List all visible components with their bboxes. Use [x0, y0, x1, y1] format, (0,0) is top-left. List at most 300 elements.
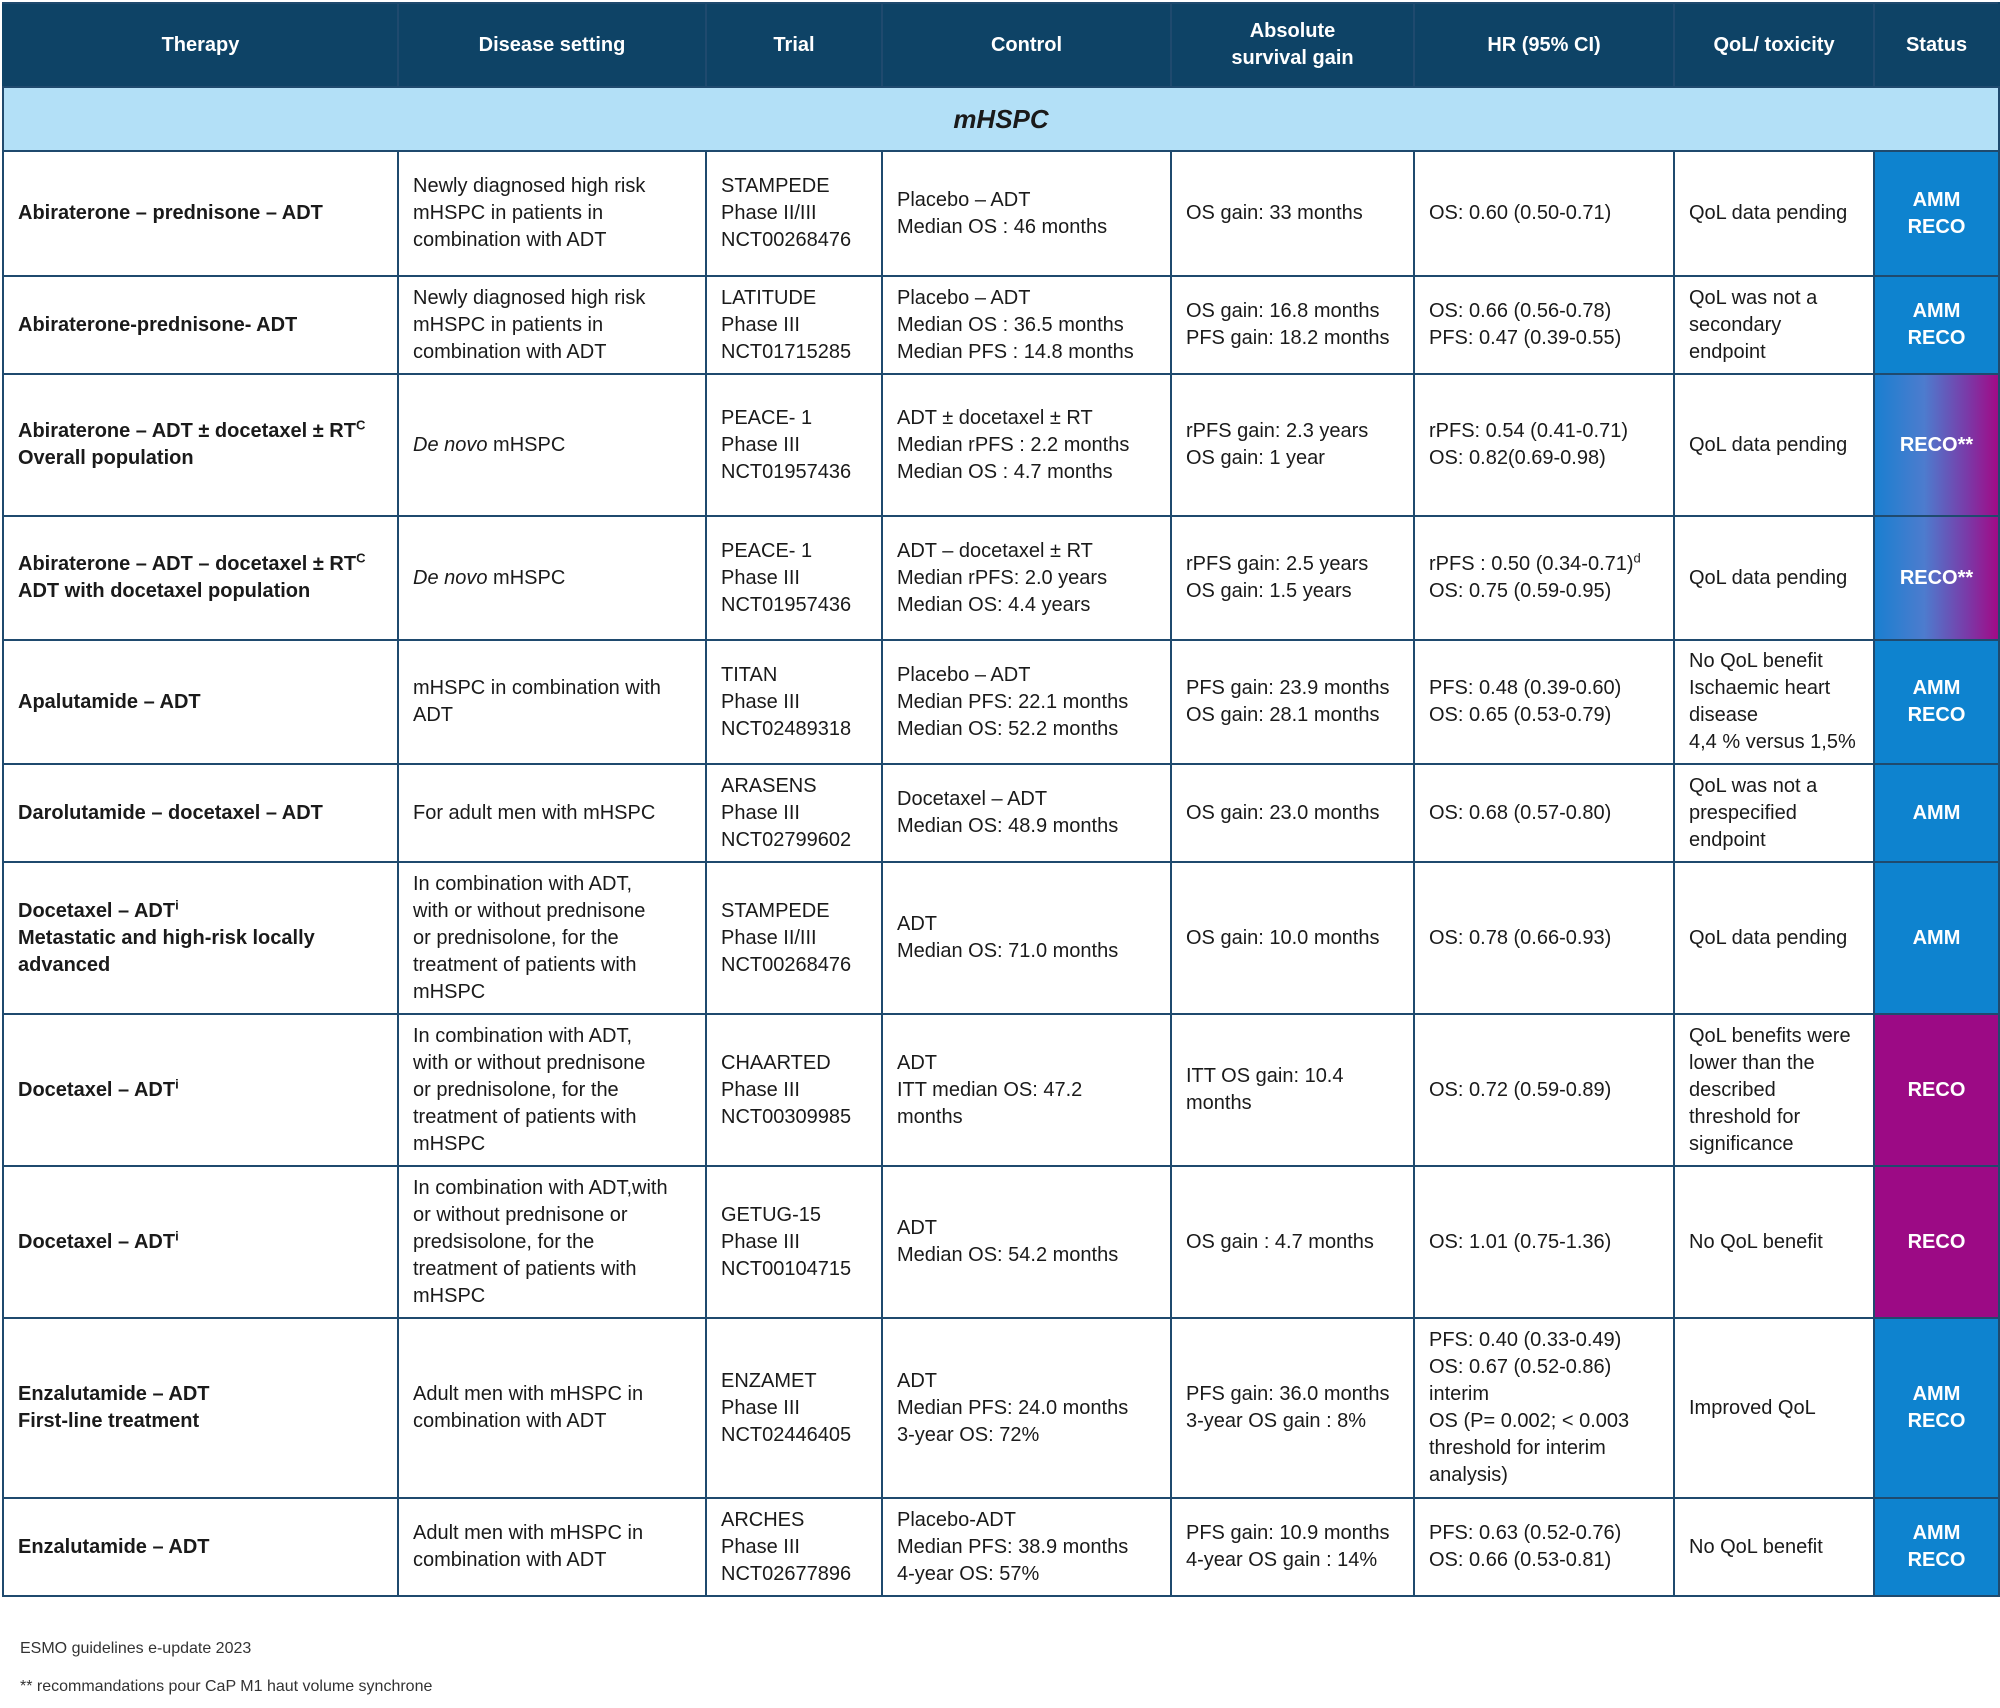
- disease-setting-cell: [398, 1014, 706, 1166]
- gain-line: [1186, 418, 1399, 445]
- table-row: [3, 374, 1999, 516]
- gain-line: [1186, 1063, 1399, 1090]
- therapy-line: [18, 418, 383, 445]
- trial-line: [721, 565, 867, 592]
- control-cell: [882, 862, 1171, 1014]
- status-line-text: AMM: [1912, 801, 1961, 824]
- status-badge: [1874, 1498, 1999, 1596]
- disease-line: [413, 800, 691, 827]
- therapy-line-text: Enzalutamide – ADT: [18, 1535, 210, 1558]
- qol-line: [1689, 1229, 1859, 1256]
- control-line-text: ADT ± docetaxel ± RT: [897, 406, 1093, 429]
- control-line-text: Median OS: 48.9 months: [897, 815, 1119, 837]
- table-row: [3, 1166, 1999, 1318]
- trial-line: [721, 405, 867, 432]
- qol-line: [1689, 648, 1859, 675]
- disease-line-text: mHSPC in patients in: [413, 313, 604, 336]
- disease-line: [413, 1229, 691, 1256]
- trial-cell: [706, 640, 882, 764]
- header-control: Control: [882, 3, 1171, 87]
- gain-line-text: OS gain: 1.5 years: [1186, 580, 1352, 602]
- hr-line-text: PFS: 0.48 (0.39-0.60): [1429, 677, 1622, 699]
- therapy-line: [18, 800, 383, 827]
- gain-line: [1186, 925, 1399, 952]
- footnote-source: ESMO guidelines e-update 2023: [20, 1640, 252, 1657]
- hr-line-text: OS: 0.82(0.69-0.98): [1429, 447, 1606, 469]
- qol-line: [1689, 312, 1859, 339]
- hr-cell: [1414, 516, 1674, 640]
- status-line: [1889, 1381, 1984, 1408]
- survival-gain-cell: [1171, 1166, 1414, 1318]
- control-line-text: Median OS : 46 months: [897, 215, 1108, 238]
- trial-line: [721, 1507, 867, 1534]
- disease-setting-cell: [398, 151, 706, 276]
- qol-line-text: secondary: [1689, 313, 1782, 336]
- control-line-text: Placebo-ADT: [897, 1508, 1016, 1531]
- disease-line: [413, 1520, 691, 1547]
- disease-line: [413, 1202, 691, 1229]
- trial-line-text: STAMPEDE: [721, 175, 830, 197]
- hr-line-text: rPFS : 0.50 (0.34-0.71): [1429, 553, 1634, 575]
- therapy-line: [18, 200, 383, 227]
- status-line-text: AMM: [1912, 1383, 1961, 1405]
- disease-line: [413, 227, 691, 254]
- hr-cell: [1414, 1498, 1674, 1596]
- gain-line: [1186, 551, 1399, 578]
- disease-line-text: mHSPC in patients in: [413, 202, 604, 224]
- gain-line-text: OS gain: 23.0 months: [1186, 801, 1380, 824]
- survival-gain-cell: [1171, 516, 1414, 640]
- trial-line: [721, 800, 867, 827]
- qol-line-text: described: [1689, 1078, 1776, 1101]
- header-absolute-survival-gain: [1171, 3, 1414, 87]
- qol-line-text: Improved QoL: [1689, 1396, 1816, 1419]
- gain-line: [1186, 1408, 1399, 1435]
- status-line-text: RECO: [1907, 327, 1966, 349]
- hr-line: [1429, 325, 1659, 352]
- gain-line: [1186, 1381, 1399, 1408]
- table-row: [3, 276, 1999, 374]
- disease-line-text: combination with ADT: [413, 1549, 607, 1571]
- disease-line: [413, 432, 691, 459]
- hr-line: [1429, 1408, 1659, 1435]
- disease-line-text: Newly diagnosed high risk: [413, 175, 646, 197]
- gain-line-text: OS gain: 16.8 months: [1186, 300, 1380, 322]
- hr-cell: [1414, 640, 1674, 764]
- hr-line-text: OS: 0.66 (0.56-0.78): [1429, 300, 1612, 322]
- therapy-line-text: Abiraterone – ADT – docetaxel ± RT: [18, 553, 357, 575]
- gain-line-text: OS gain : 4.7 months: [1186, 1230, 1374, 1253]
- control-line: [897, 1422, 1156, 1449]
- trial-line-text: PEACE- 1: [721, 539, 813, 562]
- therapy-cell: [3, 276, 398, 374]
- status-line-text: RECO: [1907, 1410, 1966, 1432]
- status-line: [1889, 800, 1984, 827]
- footnote-reco: ** recommandations pour CaP M1 haut volume synchrone: [20, 1678, 433, 1695]
- trial-cell: [706, 516, 882, 640]
- therapy-line-superscript: C: [355, 417, 366, 433]
- trial-line-text: Phase II/III: [721, 202, 817, 224]
- hr-line-text: OS: 0.78 (0.66-0.93): [1429, 926, 1612, 949]
- trial-line-text: NCT00268476: [721, 229, 852, 251]
- hr-line-text: interim: [1429, 1383, 1490, 1405]
- qol-line-text: 4,4 % versus 1,5%: [1689, 731, 1856, 753]
- table-row: [3, 1318, 1999, 1498]
- qol-line: [1689, 773, 1859, 800]
- therapy-line: [18, 1408, 383, 1435]
- table-row: [3, 764, 1999, 862]
- qol-line-text: significance: [1689, 1132, 1794, 1155]
- status-line: [1889, 1229, 1984, 1256]
- disease-line: [413, 1175, 691, 1202]
- trial-line-text: NCT02489318: [721, 717, 852, 740]
- trial-line-text: NCT02446405: [721, 1423, 852, 1446]
- control-cell: [882, 151, 1171, 276]
- trial-line: [721, 952, 867, 979]
- hr-line-text: OS: 0.60 (0.50-0.71): [1429, 202, 1612, 224]
- hr-line-text: OS: 0.66 (0.53-0.81): [1429, 1549, 1612, 1571]
- control-line-text: Median OS : 4.7 months: [897, 460, 1113, 483]
- gain-line-text: PFS gain: 36.0 months: [1186, 1383, 1390, 1405]
- qol-line: [1689, 827, 1859, 854]
- qol-line: [1689, 1104, 1859, 1131]
- therapy-line-text: Abiraterone-prednisone- ADT: [18, 313, 298, 336]
- disease-line-text: In combination with ADT,: [413, 872, 632, 895]
- control-line-text: Median PFS : 14.8 months: [897, 340, 1134, 363]
- status-badge: [1874, 1014, 1999, 1166]
- control-line: [897, 1050, 1156, 1077]
- therapy-line: [18, 689, 383, 716]
- status-line: [1889, 187, 1984, 214]
- disease-setting-cell: [398, 374, 706, 516]
- trial-line: [721, 689, 867, 716]
- control-line: [897, 716, 1156, 743]
- qol-line-text: QoL data pending: [1689, 202, 1848, 224]
- disease-line-text: mHSPC: [413, 1132, 486, 1155]
- status-badge: [1874, 862, 1999, 1014]
- status-line-text: AMM: [1912, 1522, 1961, 1544]
- disease-setting-cell: [398, 276, 706, 374]
- trial-line-text: Phase III: [721, 1535, 800, 1558]
- control-line-text: Median OS: 54.2 months: [897, 1244, 1119, 1266]
- qol-toxicity-cell: [1674, 1498, 1874, 1596]
- header-disease-setting: Disease setting: [398, 3, 706, 87]
- disease-line: [413, 200, 691, 227]
- disease-italic: De novo: [413, 433, 488, 456]
- disease-rest: mHSPC: [487, 566, 566, 589]
- status-line-text: RECO**: [1899, 433, 1974, 456]
- disease-line: [413, 898, 691, 925]
- qol-line: [1689, 1023, 1859, 1050]
- status-line: [1889, 1547, 1984, 1574]
- table-row: [3, 516, 1999, 640]
- trial-line: [721, 827, 867, 854]
- hr-line-text: OS: 0.67 (0.52-0.86): [1429, 1356, 1612, 1378]
- gain-line: [1186, 1229, 1399, 1256]
- control-line-text: Median PFS: 22.1 months: [897, 690, 1129, 713]
- control-line: [897, 1534, 1156, 1561]
- trial-line: [721, 200, 867, 227]
- section-title: mHSPC: [3, 87, 1999, 151]
- status-line-text: RECO: [1907, 1549, 1966, 1571]
- table-row: [3, 640, 1999, 764]
- gain-line-text: 4-year OS gain : 14%: [1186, 1549, 1378, 1571]
- disease-line-text: with or without prednisone: [413, 899, 646, 922]
- trial-line-text: TITAN: [721, 663, 778, 686]
- header-hr: HR (95% CI): [1414, 3, 1674, 87]
- therapy-line-text: advanced: [18, 953, 111, 976]
- gain-line: [1186, 702, 1399, 729]
- control-line: [897, 1104, 1156, 1131]
- trial-cell: [706, 764, 882, 862]
- control-line-text: Docetaxel – ADT: [897, 788, 1048, 810]
- therapy-line-text: Darolutamide – docetaxel – ADT: [18, 801, 323, 824]
- qol-line-text: No QoL benefit: [1689, 1535, 1823, 1558]
- therapy-cell: [3, 516, 398, 640]
- qol-line: [1689, 800, 1859, 827]
- therapy-line-text: Docetaxel – ADT: [18, 1230, 176, 1253]
- status-line-text: RECO: [1907, 215, 1966, 238]
- control-cell: [882, 1166, 1171, 1318]
- status-line: [1889, 565, 1984, 592]
- disease-line: [413, 675, 691, 702]
- disease-line-text: or without prednisone or: [413, 1203, 628, 1226]
- therapy-line-text: Overall population: [18, 447, 194, 469]
- disease-line-text: combination with ADT: [413, 1410, 607, 1432]
- status-line: [1889, 1408, 1984, 1435]
- therapy-line-text: ADT with docetaxel population: [18, 580, 311, 602]
- gain-line: [1186, 578, 1399, 605]
- trial-line: [721, 538, 867, 565]
- header-trial: Trial: [706, 3, 882, 87]
- qol-line-text: QoL was not a: [1689, 774, 1818, 797]
- control-line: [897, 662, 1156, 689]
- disease-rest: mHSPC: [487, 433, 566, 456]
- trial-line: [721, 1050, 867, 1077]
- status-line: [1889, 925, 1984, 952]
- header-qol-toxicity: QoL/ toxicity: [1674, 3, 1874, 87]
- gain-line-text: PFS gain: 18.2 months: [1186, 327, 1390, 349]
- qol-line-text: prespecified: [1689, 801, 1797, 824]
- hr-line-text: PFS: 0.63 (0.52-0.76): [1429, 1522, 1622, 1544]
- trial-line: [721, 1256, 867, 1283]
- survival-gain-cell: [1171, 1498, 1414, 1596]
- control-line-text: Placebo – ADT: [897, 188, 1031, 211]
- control-line-text: months: [897, 1105, 963, 1128]
- trial-line-text: NCT01957436: [721, 460, 852, 483]
- disease-line: [413, 1256, 691, 1283]
- status-badge: [1874, 374, 1999, 516]
- gain-line-text: PFS gain: 23.9 months: [1186, 677, 1390, 699]
- status-line-text: RECO**: [1899, 566, 1974, 589]
- trial-line: [721, 898, 867, 925]
- gain-line: [1186, 200, 1399, 227]
- control-line-text: Placebo – ADT: [897, 286, 1031, 309]
- gain-line: [1186, 1520, 1399, 1547]
- disease-line: [413, 1077, 691, 1104]
- qol-toxicity-cell: [1674, 764, 1874, 862]
- qol-line-text: No QoL benefit: [1689, 650, 1823, 672]
- trial-cell: [706, 1166, 882, 1318]
- status-line-text: AMM: [1912, 300, 1961, 322]
- control-line: [897, 214, 1156, 241]
- control-line: [897, 432, 1156, 459]
- control-cell: [882, 1498, 1171, 1596]
- status-line: [1889, 325, 1984, 352]
- disease-line-text: For adult men with mHSPC: [413, 801, 656, 824]
- control-line-text: Median OS: 52.2 months: [897, 717, 1119, 740]
- qol-toxicity-cell: [1674, 151, 1874, 276]
- survival-gain-cell: [1171, 764, 1414, 862]
- hr-cell: [1414, 151, 1674, 276]
- disease-line-text: Adult men with mHSPC in: [413, 1383, 644, 1405]
- disease-line: [413, 871, 691, 898]
- therapy-line-superscript: i: [175, 1227, 179, 1243]
- disease-line-text: mHSPC in combination with: [413, 677, 661, 699]
- trial-cell: [706, 151, 882, 276]
- header-status: Status: [1874, 3, 1999, 87]
- hr-line-text: OS: 1.01 (0.75-1.36): [1429, 1230, 1612, 1253]
- gain-line-text: OS gain: 33 months: [1186, 202, 1363, 224]
- trial-line-text: Phase III: [721, 1078, 800, 1101]
- trial-line-text: NCT02799602: [721, 828, 852, 851]
- therapy-cell: [3, 640, 398, 764]
- qol-line: [1689, 1077, 1859, 1104]
- disease-line-text: Newly diagnosed high risk: [413, 286, 646, 309]
- trial-line: [721, 285, 867, 312]
- control-line: [897, 459, 1156, 486]
- survival-gain-cell: [1171, 151, 1414, 276]
- disease-line: [413, 1408, 691, 1435]
- qol-toxicity-cell: [1674, 374, 1874, 516]
- hr-line: [1429, 1435, 1659, 1462]
- disease-setting-cell: [398, 764, 706, 862]
- gain-line-text: rPFS gain: 2.3 years: [1186, 420, 1369, 442]
- control-line: [897, 1242, 1156, 1269]
- therapy-cell: [3, 764, 398, 862]
- gain-line: [1186, 675, 1399, 702]
- control-cell: [882, 516, 1171, 640]
- gain-line-text: months: [1186, 1092, 1252, 1114]
- disease-line-text: or prednisolone, for the: [413, 1078, 619, 1101]
- qol-toxicity-cell: [1674, 1318, 1874, 1498]
- status-line-text: AMM: [1912, 677, 1961, 699]
- header-survival-line-1: Absolute: [1249, 20, 1336, 42]
- disease-setting-cell: [398, 1166, 706, 1318]
- disease-line: [413, 1023, 691, 1050]
- survival-gain-cell: [1171, 1014, 1414, 1166]
- trial-line: [721, 1104, 867, 1131]
- gain-line-text: OS gain: 28.1 months: [1186, 704, 1380, 726]
- trial-line-text: Phase III: [721, 1396, 800, 1419]
- hr-line: [1429, 702, 1659, 729]
- disease-setting-cell: [398, 640, 706, 764]
- therapy-cell: [3, 374, 398, 516]
- trial-line-text: LATITUDE: [721, 286, 817, 309]
- therapy-line: [18, 898, 383, 925]
- disease-setting-cell: [398, 862, 706, 1014]
- therapy-line-superscript: C: [356, 550, 366, 566]
- qol-line: [1689, 925, 1859, 952]
- status-badge: [1874, 764, 1999, 862]
- control-line-text: ADT: [897, 913, 937, 935]
- status-line: [1889, 675, 1984, 702]
- control-line-text: Median OS : 36.5 months: [897, 313, 1124, 336]
- control-line: [897, 187, 1156, 214]
- trial-line-text: Phase III: [721, 433, 800, 456]
- table-row: [3, 151, 1999, 276]
- hr-line-text: OS: 0.65 (0.53-0.79): [1429, 704, 1612, 726]
- trial-line: [721, 1395, 867, 1422]
- status-line: [1889, 432, 1984, 459]
- status-badge: [1874, 640, 1999, 764]
- status-line-text: RECO: [1907, 1078, 1966, 1101]
- control-cell: [882, 1318, 1171, 1498]
- control-line: [897, 786, 1156, 813]
- hr-line: [1429, 200, 1659, 227]
- hr-line-text: OS: 0.72 (0.59-0.89): [1429, 1078, 1612, 1101]
- trial-line-text: Phase III: [721, 801, 800, 824]
- control-line: [897, 1395, 1156, 1422]
- trial-cell: [706, 1318, 882, 1498]
- qol-line: [1689, 200, 1859, 227]
- trial-line: [721, 925, 867, 952]
- disease-line-text: combination with ADT: [413, 229, 607, 251]
- qol-line-text: lower than the: [1689, 1051, 1815, 1074]
- trial-line: [721, 432, 867, 459]
- trial-line-text: NCT00309985: [721, 1105, 852, 1128]
- survival-gain-cell: [1171, 374, 1414, 516]
- hr-line: [1429, 1077, 1659, 1104]
- hr-line: [1429, 445, 1659, 472]
- therapy-line: [18, 1381, 383, 1408]
- disease-line: [413, 1050, 691, 1077]
- therapy-cell: [3, 1166, 398, 1318]
- status-line-text: AMM: [1912, 926, 1961, 949]
- control-line-text: Median OS: 71.0 months: [897, 940, 1119, 962]
- qol-line: [1689, 702, 1859, 729]
- disease-setting-cell: [398, 516, 706, 640]
- qol-toxicity-cell: [1674, 1166, 1874, 1318]
- therapy-line: [18, 925, 383, 952]
- trial-line: [721, 1534, 867, 1561]
- qol-line: [1689, 285, 1859, 312]
- hr-line-text: rPFS: 0.54 (0.41-0.71): [1429, 420, 1628, 442]
- trial-line-text: Phase III: [721, 313, 800, 336]
- trial-line-text: CHAARTED: [721, 1051, 831, 1074]
- disease-line: [413, 952, 691, 979]
- qol-line-text: QoL data pending: [1689, 926, 1848, 949]
- trial-line-text: Phase II/III: [721, 926, 817, 949]
- trial-line-text: NCT00104715: [721, 1257, 852, 1280]
- hr-line-text: PFS: 0.47 (0.39-0.55): [1429, 327, 1622, 349]
- qol-line: [1689, 1395, 1859, 1422]
- control-line-text: 4-year OS: 57%: [897, 1562, 1040, 1585]
- gain-line-text: OS gain: 10.0 months: [1186, 926, 1380, 949]
- trial-line: [721, 173, 867, 200]
- status-line: [1889, 214, 1984, 241]
- hr-line-text: OS: 0.68 (0.57-0.80): [1429, 801, 1612, 824]
- section-row: [3, 87, 1999, 151]
- gain-line: [1186, 1090, 1399, 1117]
- control-cell: [882, 640, 1171, 764]
- therapy-line-text: Docetaxel – ADT: [18, 1078, 176, 1101]
- header-row: [3, 3, 1999, 87]
- trial-line-text: NCT02677896: [721, 1562, 852, 1585]
- hr-line: [1429, 298, 1659, 325]
- disease-line: [413, 925, 691, 952]
- qol-line: [1689, 1131, 1859, 1158]
